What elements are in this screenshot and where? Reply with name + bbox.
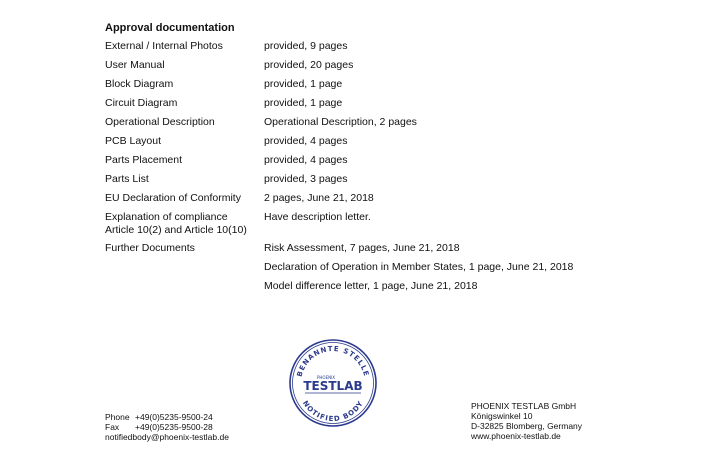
row-label: Parts Placement: [105, 154, 183, 166]
row-label-line: Article 10(2) and Article 10(10): [105, 224, 247, 236]
row-value: Operational Description, 2 pages: [264, 116, 417, 128]
fax-number: +49(0)5235-9500-28: [135, 422, 213, 432]
row-label: Parts List: [105, 173, 149, 185]
documentation-table: [105, 40, 665, 299]
row-label: Further Documents: [105, 242, 195, 254]
phone-line: [105, 412, 229, 422]
website: www.phoenix-testlab.de: [471, 431, 561, 441]
row-label: User Manual: [105, 59, 165, 71]
row-label: Circuit Diagram: [105, 97, 178, 109]
stamp-bottom-text: NOTIFIED BODY: [300, 399, 366, 424]
table-row: [105, 192, 665, 211]
row-value: provided, 20 pages: [264, 59, 354, 71]
row-label-line: Explanation of compliance: [105, 211, 228, 223]
phone-number: +49(0)5235-9500-24: [135, 412, 213, 422]
table-row: [105, 211, 665, 242]
phone-label: Phone: [105, 412, 130, 422]
street-address: Königswinkel 10: [471, 411, 533, 421]
row-value: provided, 4 pages: [264, 154, 348, 166]
row-label: Operational Description: [105, 116, 215, 128]
row-label: [105, 211, 264, 242]
row-value: [264, 242, 665, 299]
row-value-line: Declaration of Operation in Member States, 1 page, June 21, 2018: [264, 261, 574, 273]
row-label: PCB Layout: [105, 135, 162, 147]
table-row: [105, 97, 665, 116]
row-value-line: Risk Assessment, 7 pages, June 21, 2018: [264, 242, 460, 254]
notified-body-stamp: [287, 337, 379, 429]
row-value: Have description letter.: [264, 211, 371, 223]
footer-contact: [105, 412, 229, 442]
row-label: External / Internal Photos: [105, 40, 223, 52]
table-row: [105, 116, 665, 135]
row-label: Block Diagram: [105, 78, 174, 90]
section-title: Approval documentation: [105, 22, 235, 34]
fax-line: [105, 422, 229, 432]
row-value: provided, 9 pages: [264, 40, 348, 52]
fax-label: Fax: [105, 422, 120, 432]
table-row: [105, 135, 665, 154]
row-label: EU Declaration of Conformity: [105, 192, 241, 204]
row-value: provided, 1 page: [264, 78, 343, 90]
row-value: provided, 3 pages: [264, 173, 348, 185]
email-address: notifiedbody@phoenix-testlab.de: [105, 432, 229, 442]
stamp-small-text: PHOENIX: [317, 375, 336, 380]
stamp-main-text: TESTLAB: [303, 379, 363, 393]
company-name: PHOENIX TESTLAB GmbH: [471, 401, 577, 411]
stamp-top-text: BENANNTE STELLE: [295, 344, 371, 378]
table-row: [105, 173, 665, 192]
table-row: [105, 242, 665, 299]
table-row: [105, 78, 665, 97]
table-row: [105, 59, 665, 78]
row-value-line: Model difference letter, 1 page, June 21, 2018: [264, 280, 478, 292]
footer-address: [471, 401, 582, 441]
table-row: [105, 40, 665, 59]
table-row: [105, 154, 665, 173]
row-value: provided, 4 pages: [264, 135, 348, 147]
city-address: D-32825 Blomberg, Germany: [471, 421, 583, 431]
row-value: 2 pages, June 21, 2018: [264, 192, 374, 204]
row-value: provided, 1 page: [264, 97, 343, 109]
